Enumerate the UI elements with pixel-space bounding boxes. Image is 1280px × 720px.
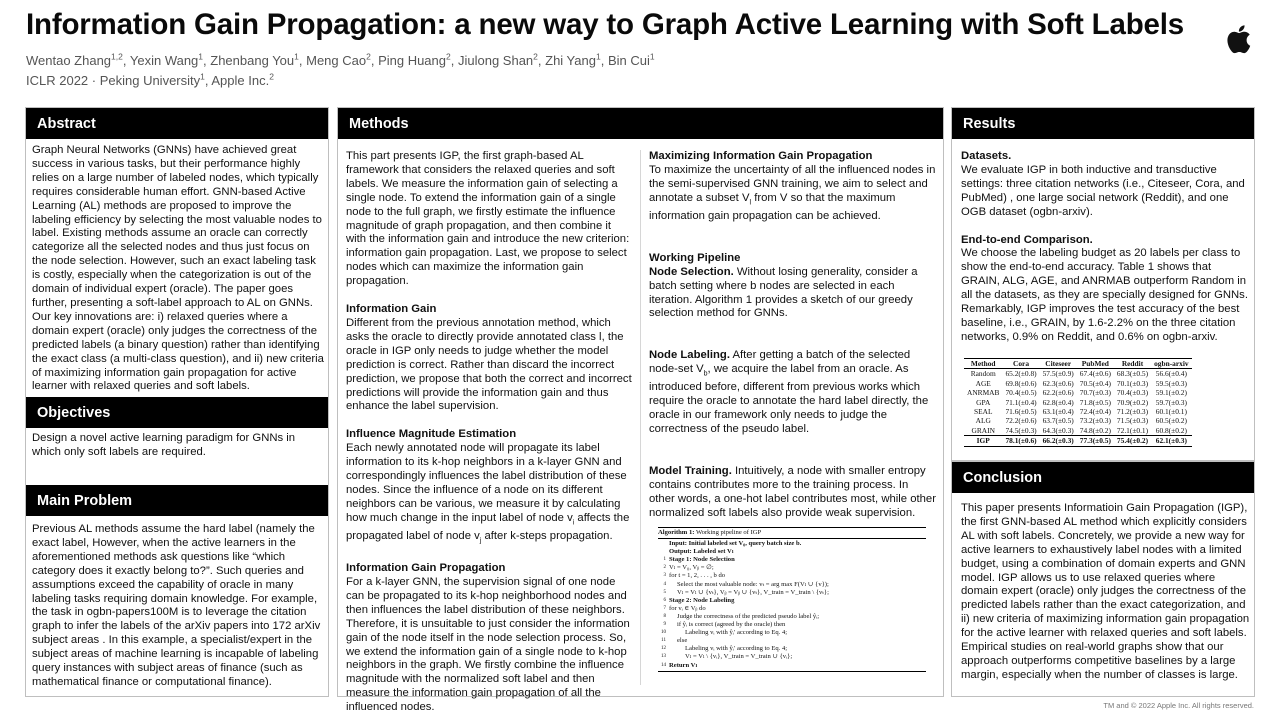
model-training-text: Model Training. Intuitively, a node with smaller entropy contains contributes more to the training process. In other words, a one-hot label contributes most, while other normalized soft labels also provide weak supervision. [649, 465, 936, 519]
table-cell: 63.1(±0.4) [1042, 407, 1074, 417]
table-cell: 71.8(±0.5) [1079, 397, 1111, 407]
table-cell: 65.2(±0.8) [1005, 369, 1037, 379]
table-cell: GPA [976, 397, 991, 407]
table-cell: 75.4(±0.2) [1114, 436, 1151, 446]
table-cell: 73.2(±0.3) [1079, 416, 1111, 426]
pipeline-title: Working Pipeline [649, 251, 741, 264]
results-panel [951, 107, 1255, 461]
table-header-cell: PubMed [1077, 359, 1114, 369]
methods-right-column [649, 150, 937, 521]
algorithm-line: Input: Initial labeled set V₀, query batch size b. [669, 540, 802, 548]
table-cell: 74.5(±0.3) [1005, 425, 1037, 435]
algorithm-line: 7 for vᵢ ∈ Vᵦ do [663, 604, 706, 612]
table-cell: 64.3(±0.3) [1042, 425, 1074, 435]
table-cell: 60.1(±0.1) [1155, 407, 1187, 417]
author-name: Jiulong Shan$^2$ [457, 51, 538, 68]
author-list: Wentao Zhang$^{1,2}$, Yexin Wang$^1$, Zhenbang You$^1$, Meng Cao$^2$, Ping Huang$^2$, Jiulong Shan$^2$, Zhi Yang$^1$, Bin Cui$^1$ [26, 51, 655, 68]
table-cell: 77.3(±0.5) [1077, 436, 1114, 446]
algorithm-line: 6 Stage 2: Node Labeling [663, 596, 735, 604]
table-row [964, 407, 1192, 416]
table-cell: 56.6(±0.4) [1155, 369, 1187, 379]
main-problem-text: Previous AL methods assume the hard label (namely the exact label, However, when the active learners in the aforementioned methods ask questions like “which category does it exactly belong to?”. Such queries and assumptions exceed the capability of oracle in many labeling tasks requiring domain knowledge. For example, the task in ogbn-papers100M is to leverage the citation graph to infer the labels of the arXiv papers into 172 arXiv subject areas . In this example, a specialist/expert in the subject areas of machine learning is incapable of labeling query instances with subject areas of finance (such as mathematical finance or computational finance). [32, 523, 321, 688]
table-cell: 74.8(±0.2) [1079, 425, 1111, 435]
table-cell: 68.3(±0.5) [1116, 369, 1149, 379]
author-name: Meng Cao$^2$ [306, 51, 371, 68]
table-row [964, 416, 1192, 425]
algorithm-title: Algorithm 1: Working pipeline of IGP [658, 527, 926, 539]
author-name: Zhi Yang$^1$ [545, 51, 601, 68]
left-panel [25, 107, 329, 697]
table-cell: 57.5(±0.9) [1042, 369, 1074, 379]
info-gain-title: Information Gain [346, 303, 437, 316]
node-labeling-text: Node Labeling. After getting a batch of the selected node-set $V_b$, we acquire the label from an oracle. As introduced before, different from previous works which require the oracle to annotate the hard label directly, the oracle in our framework only needs to judge the correctness of the pseudo label. [649, 349, 929, 436]
table-header-cell: Reddit [1114, 359, 1151, 369]
table-cell: 59.5(±0.3) [1155, 378, 1187, 388]
affiliation-name: Apple Inc.$^2$ [211, 71, 274, 88]
table-cell: 72.4(±0.4) [1079, 407, 1111, 417]
table-cell: 59.1(±0.2) [1155, 388, 1187, 398]
methods-intro: This part presents IGP, the first graph-based AL framework that considers the relaxed queries and soft labels. We measure the information gain of selecting a single node. To extend the information gain of a single node to the full graph, we firstly estimate the influence magnitude of graph propagation, and then combine it with the information gain and introduce the new criterion: information gain propagation. Last, we propose to select nodes which can maximize the information gain propagation. [346, 150, 630, 288]
max-igp-title: Maximizing Information Gain Propagation [649, 150, 873, 162]
table-cell: 59.7(±0.3) [1155, 397, 1187, 407]
max-igp-text: To maximize the uncertainty of all the influenced nodes in the semi-supervised GNN training, we aim to select and annotate a subset $V_l$ from V so that the maximum information gain propagation can be achieved. [649, 163, 936, 222]
algorithm-line: 8 Judge the correctness of the predicted pseudo label ŷᵢ; [663, 612, 820, 620]
table-cell: 72.2(±0.6) [1005, 416, 1037, 426]
algorithm-line: 10 Labeling vᵢ with ŷᵢ′ according to Eq. 4; [661, 629, 788, 637]
table-row [964, 369, 1192, 379]
table-cell: 62.3(±0.6) [1042, 378, 1074, 388]
table-cell: 70.4(±0.5) [1005, 388, 1037, 398]
table-cell: GRAIN [971, 425, 995, 435]
algorithm-line: 2 Vₗ = V₀, Vᵦ = ∅; [663, 564, 714, 572]
affiliation-name: Peking University$^1$ [99, 71, 205, 88]
results-header: Results [952, 108, 1254, 139]
igp-title: Information Gain Propagation [346, 562, 506, 575]
abstract-text: Graph Neural Networks (GNNs) have achieved great success in various tasks, but their performance highly relies on a large number of labeled nodes, which typically requires considerable human effort. GNN-based Active Learning (AL) methods are proposed to improve the labeling efficiency by selecting the most valuable nodes to label. Existing methods assume an oracle can correctly categorize all the selected nodes and thus just focus on the node selection. However, such an exact labeling task is costly, especially when the categorization is out of the domain of individual expert (oracle). The paper goes further, presenting a soft-label approach to AL on GNNs. Our key innovations are: i) relaxed queries where a domain expert (oracle) only judges the correctness of the predicted labels (a binary question) rather than identifying the exact class (a multi-class question), and ii) new criteria of maximizing information gain propagation for active learner with relaxed queries and soft labels. [32, 144, 324, 393]
apple-logo-icon [1222, 22, 1252, 56]
table-cell: 70.4(±0.3) [1116, 388, 1149, 398]
objectives-text: Design a novel active learning paradigm for GNNs in which only soft labels are required. [32, 432, 296, 458]
copyright-footer: TM and © 2022 Apple Inc. All rights reserved. [1103, 701, 1254, 710]
table-cell: 66.2(±0.3) [1040, 436, 1077, 446]
algorithm-line: 5 Vₗ = Vₗ ∪ {vₜ}, Vᵦ = Vᵦ ∪ {vₜ}, V_train = V_train \ {vₜ}; [663, 588, 829, 596]
influence-title: Influence Magnitude Estimation [346, 428, 517, 441]
venue: ICLR 2022 · [26, 73, 100, 88]
author-name: Ping Huang$^2$ [378, 51, 451, 68]
table-cell: AGE [975, 378, 991, 388]
info-gain-text: Different from the previous annotation method, which asks the oracle to directly provide annotated class l, the oracle in IGP only needs to judge whether the model prediction is correct. Rather than discard the incorrect prediction, we propose that both the correct and incorrect predictions will provide the information gain and thus enhance the label supervision. [346, 316, 632, 413]
algorithm-line: 1 Stage 1: Node Selection [663, 556, 735, 564]
objectives-header: Objectives [26, 397, 328, 428]
datasets-title: Datasets. [961, 150, 1012, 162]
poster-title: Information Gain Propagation: a new way to Graph Active Learning with Soft Labels [26, 8, 1184, 41]
node-selection-text: Node Selection. Without losing generality, consider a batch setting where b nodes are selected in each iteration. Algorithm 1 provides a sketch of our greedy selection method for GNNs. [649, 265, 918, 320]
conclusion-panel [951, 461, 1255, 697]
results-table [964, 358, 1192, 447]
table-cell: 78.1(±0.6) [1002, 436, 1039, 446]
algorithm-line: 12 Labeling vᵢ with ŷᵢ′ according to Eq. 4; [661, 645, 788, 653]
main-problem-header: Main Problem [26, 485, 328, 516]
author-name: Zhenbang You$^1$ [210, 51, 299, 68]
table-row [964, 436, 1192, 446]
table-cell: 70.9(±0.2) [1116, 397, 1149, 407]
table-cell: 69.8(±0.6) [1005, 378, 1037, 388]
table-row [964, 388, 1192, 397]
influence-text: Each newly annotated node will propagate its label information to its k-hop neighbors in a k-layer GNN and correspondingly influences the label distribution of these nodes. Since the influence of a node on its different neighbors can be various, we measure it by calculating how much change in the input label of node $v_i$ affects the propagated label of node $v_j$ after k-steps propagation. [346, 442, 630, 545]
table-cell: 70.5(±0.4) [1079, 378, 1111, 388]
table-cell: ANRMAB [967, 388, 1000, 398]
conclusion-header: Conclusion [952, 462, 1254, 493]
e2e-title: End-to-end Comparison. [961, 233, 1093, 246]
algorithm-line: 13 Vₗ = Vₗ \ {vᵢ}, V_train = V_train ∪ {vᵢ}; [661, 653, 793, 661]
table-header-cell: Method [964, 359, 1002, 369]
author-name: Wentao Zhang$^{1,2}$ [26, 51, 123, 68]
algorithm-line: Output: Labeled set Vₗ [669, 548, 734, 556]
table-row [964, 398, 1192, 407]
conclusion-text: This paper presents Informatioin Gain Propagation (IGP), the first GNN-based AL method which explicitly considers AL with soft labels. Concretely, we provide a new way for active learners to exhaustively label nodes with a limited budget, using a combination of domain experts and GNN model. IGP allows us to use relaxed queries where domain expert (oracle) only judges the correctness of the predicted labels rather than the exact categorization, and ii) new criteria of maximizing information gain propagation for the active learner with relaxed queries and soft labels. Empirical studies on real-world graphs show that our approach outperforms competitive baselines by a large margin, especially when the number of classes is large. [961, 502, 1250, 681]
table-cell: ALG [975, 416, 991, 426]
table-cell: SEAL [973, 407, 993, 417]
table-cell: 63.7(±0.5) [1042, 416, 1074, 426]
table-cell: 72.1(±0.1) [1116, 425, 1149, 435]
table-cell: 70.1(±0.3) [1116, 378, 1149, 388]
table-cell: 70.7(±0.3) [1079, 388, 1111, 398]
table-header-cell: Citeseer [1040, 359, 1077, 369]
table-cell: 67.4(±0.6) [1079, 369, 1111, 379]
table-cell: 62.2(±0.6) [1042, 388, 1074, 398]
methods-column-divider [640, 150, 641, 685]
table-header-cell: ogbn-arxiv [1151, 359, 1192, 369]
table-cell: 71.5(±0.3) [1116, 416, 1149, 426]
algorithm-line: 9 if ŷᵢ is correct (agreed by the oracle) then [663, 621, 786, 629]
e2e-text: We choose the labeling budget as 20 labels per class to show the end-to-end accuracy. Table 1 shows that GRAIN, ALG, AGE, and ANRMAB outperform Random in all the datasets, as they are specially designed for GNNs. Remarkably, IGP improves the test accuracy of the best baseline, i.e., GRAIN, by 1.6-2.2% on the three citation networks, 0.9% on Reddit, and 0.6% on ogbn-arxiv. [961, 247, 1248, 343]
table-cell: 62.8(±0.4) [1042, 397, 1074, 407]
table-row [964, 379, 1192, 388]
methods-left-column [346, 150, 634, 715]
table-cell: IGP [964, 436, 1002, 446]
author-name: Yexin Wang$^1$ [129, 51, 204, 68]
algorithm-line: 11 else [661, 637, 688, 645]
results-table-wrap [964, 358, 1192, 447]
algorithm-box [658, 527, 926, 672]
algorithm-line: 4 Select the most valuable node: vₜ = arg max F(Vₗ ∪ {v}); [663, 580, 829, 588]
abstract-header: Abstract [26, 108, 328, 139]
algorithm-line: 3 for t = 1, 2, . . . , b do [663, 572, 726, 580]
table-cell: Random [970, 369, 996, 379]
igp-text: For a k-layer GNN, the supervision signal of one node can be propagated to its k-hop neighborhood nodes and then influences the label distribution of these neighbors. Therefore, it is unsuitable to just consider the information gain of the node itself in the node selection process. So, we extend the information gain of a single node to k-hop neighbors in the graph. We firstly combine the influence magnitude with the normalized soft label and then measure the information gain propagation of all the influenced nodes. [346, 575, 630, 714]
methods-header: Methods [338, 108, 943, 139]
table-cell: 60.5(±0.2) [1155, 416, 1187, 426]
table-cell: 71.1(±0.4) [1005, 397, 1037, 407]
table-cell: 71.2(±0.3) [1116, 407, 1149, 417]
algorithm-line: 14 Return Vₗ [661, 661, 698, 669]
author-name: Bin Cui$^1$ [607, 51, 655, 68]
affiliation-line: ICLR 2022 · Peking University$^1$, Apple Inc.$^2$ [26, 71, 274, 88]
table-header-cell: Cora [1002, 359, 1039, 369]
table-row [964, 426, 1192, 436]
table-cell: 71.6(±0.5) [1005, 407, 1037, 417]
table-cell: 62.1(±0.3) [1151, 436, 1192, 446]
datasets-text: We evaluate IGP in both inductive and transductive settings: three citation networks (i.e., Citeseer, Cora, and PubMed) , one large social network (Reddit), and one OGB dataset (ogbn-arxiv). [961, 163, 1245, 218]
table-cell: 60.8(±0.2) [1155, 425, 1187, 435]
